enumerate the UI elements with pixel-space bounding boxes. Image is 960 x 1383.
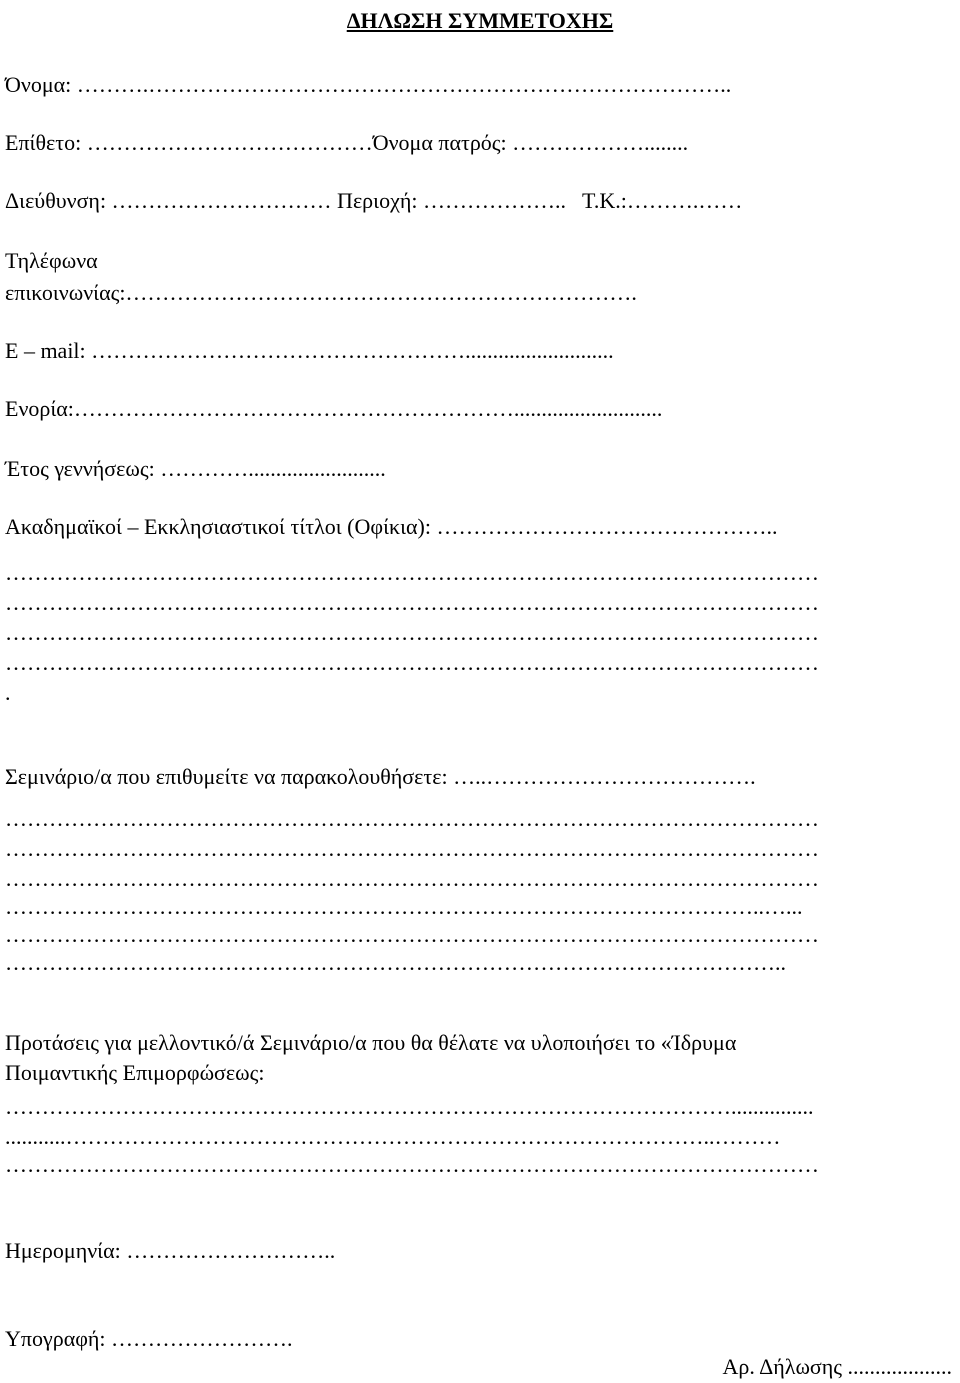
titles-dots-line[interactable]: ………………………………………………………………………………………………… [5, 560, 819, 585]
proposals-dots-line[interactable]: ………………………………………………………………………………………………… [5, 1152, 819, 1177]
seminars-field[interactable]: Σεμινάριο/α που επιθυμείτε να παρακολουθήσετε: …..………………………………. [5, 764, 756, 789]
declaration-number-field[interactable]: Αρ. Δήλωσης ................... [722, 1354, 952, 1379]
proposals-dots-line[interactable]: ...........……………………………………………………………………………..……… [5, 1124, 781, 1149]
titles-dots-line[interactable]: ………………………………………………………………………………………………… [5, 590, 819, 615]
signature-field[interactable]: Υπογραφή: ……………………. [5, 1326, 293, 1351]
seminars-dots-line[interactable]: ………………………………………………………………………………………………… [5, 922, 819, 947]
email-field[interactable]: E – mail: ……………………………………………........................... [5, 338, 614, 363]
parish-field[interactable]: Ενορία:……………………………………………………........................... [5, 396, 663, 421]
proposals-label-cont: Ποιμαντικής Επιμορφώσεως: [5, 1060, 265, 1085]
titles-dots-line[interactable]: ………………………………………………………………………………………………… [5, 620, 819, 645]
phones-field[interactable]: επικοινωνίας:……………………………………………………………. [5, 280, 637, 305]
name-field[interactable]: Όνομα: ……….…………………………………………………………………….. [5, 72, 732, 97]
form-title: ΔΗΛΩΣΗ ΣΥΜΜΕΤΟΧΗΣ [346, 8, 614, 33]
seminars-dots-line[interactable]: …………………………………………………………………………………………..…... [5, 894, 803, 919]
proposals-label: Προτάσεις για μελλοντικό/ά Σεμινάριο/α που θα θέλατε να υλοποιήσει το «Ίδρυμα [5, 1030, 737, 1055]
titles-dots-line[interactable]: ………………………………………………………………………………………………… [5, 650, 819, 675]
surname-fathername-field[interactable]: Επίθετο: …………………………………Όνομα πατρός: ………………........ [5, 130, 689, 155]
proposals-dots-line[interactable]: ………………………………………………………………………………………............... [5, 1094, 814, 1119]
titles-field[interactable]: Ακαδημαϊκοί – Εκκλησιαστικοί τίτλοι (Οφίκια): ……………………………………….. [5, 514, 778, 539]
seminars-dots-line[interactable]: ………………………………………………………………………………………………… [5, 866, 819, 891]
birth-year-field[interactable]: Έτος γεννήσεως: …………......................... [5, 456, 386, 481]
phones-label: Τηλέφωνα [5, 248, 98, 273]
titles-dots-line[interactable]: . [5, 680, 11, 705]
address-field[interactable]: Διεύθυνση: ………………………… Περιοχή: ……………….. Τ.Κ.:……….…… [5, 188, 748, 213]
seminars-dots-line[interactable]: ………………………………………………………………………………………………… [5, 806, 819, 831]
date-field[interactable]: Ημερομηνία: ……………………….. [5, 1238, 336, 1263]
seminars-dots-line[interactable]: ………………………………………………………………………………………………… [5, 836, 819, 861]
seminars-dots-line[interactable]: …………………………………………………………………………………………….. [5, 950, 786, 975]
